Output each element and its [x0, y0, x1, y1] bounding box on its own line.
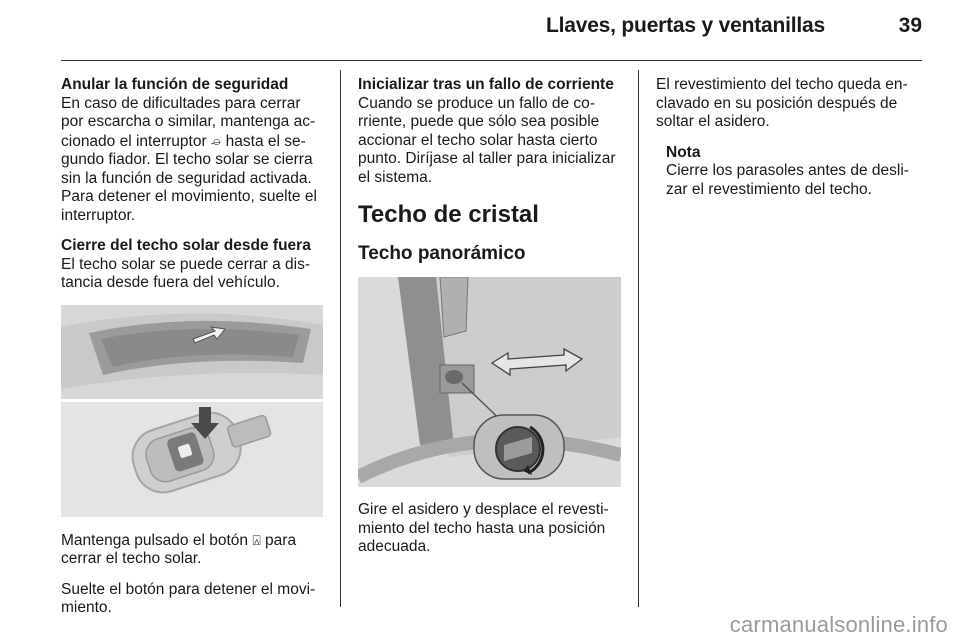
figure-caption: Gire el asidero y desplace el revestimiento del techo hasta una posición adecuada. [358, 501, 609, 555]
page-number: 39 [898, 14, 922, 37]
body-text: Mantenga pulsado el botón [61, 531, 253, 549]
paragraph-release-button: Suelte el botón para detener el movimiento. [61, 580, 316, 616]
section-initialize [358, 76, 624, 187]
column-1 [61, 76, 325, 630]
sunroof-button-icon: ⍓ [252, 531, 261, 548]
column-divider-2 [638, 70, 639, 607]
note-heading: Nota [666, 143, 701, 161]
heading-glass-roof: Techo de cristal [358, 201, 539, 228]
column-3 [656, 76, 922, 199]
column-divider-1 [340, 70, 341, 607]
body-text: Cuando se produce un fallo de corriente, puede que sólo sea posible accionar el techo solar hasta cierto punto. Diríjase al taller para inicializar el sistema. [358, 94, 616, 186]
paragraph-headliner-locked: El revestimiento del techo queda enclavado en su posición después de soltar el asidero. [656, 76, 908, 130]
header-rule [61, 60, 922, 61]
heading-panoramic-roof: Techo panorámico [358, 243, 526, 264]
body-text: El techo solar se puede cerrar a distancia desde fuera del vehículo. [61, 255, 310, 291]
roof-switch-icon: ⌮ [210, 132, 222, 149]
body-text: En caso de dificultades para cerrar por escarcha o similar, mantenga accionado el interruptor [61, 94, 316, 150]
section-heading: Anular la función de seguridad [61, 76, 289, 93]
paragraph-press-button [61, 531, 325, 569]
section-heading: Cierre del techo solar desde fuera [61, 237, 311, 254]
figure-remote-key-sunroof [61, 305, 323, 517]
column-2 [358, 76, 624, 569]
watermark: carmanualsonline.info [729, 612, 948, 637]
note-box [666, 144, 922, 200]
section-heading: Inicializar tras un fallo de corriente [358, 76, 614, 93]
body-text: para cerrar el techo solar. [61, 531, 297, 567]
section-safety-override [61, 76, 325, 225]
body-text: hasta el segundo fiador. El techo solar se cierra sin la función de seguridad activada. Para detener el movimiento, suelte el interruptor. [61, 132, 317, 224]
figure-panoramic-roof-handle [358, 277, 621, 487]
note-text: Cierre los parasoles antes de deslizar el revestimiento del techo. [666, 162, 909, 198]
page-header-title: Llaves, puertas y ventanillas [545, 14, 825, 37]
section-remote-close [61, 237, 325, 293]
